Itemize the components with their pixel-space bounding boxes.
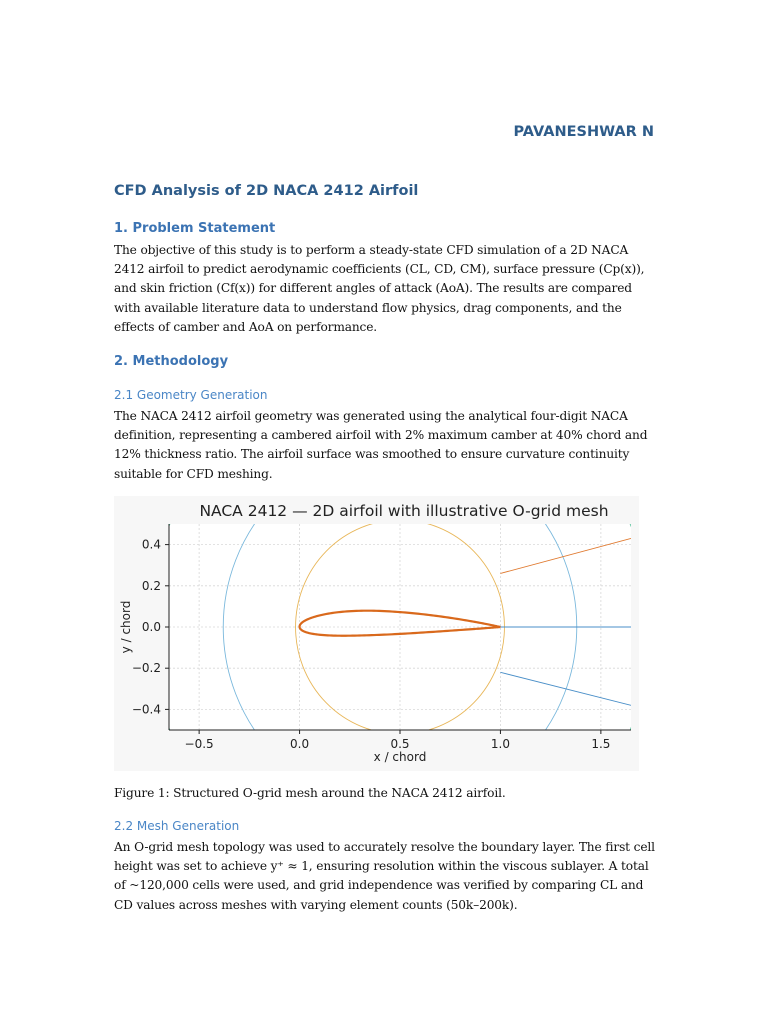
- y-tick-label: −0.2: [131, 661, 161, 676]
- y-axis-label: y / chord: [119, 600, 133, 654]
- y-tick-label: 0.4: [141, 537, 161, 552]
- airfoil-mesh-chart: [114, 496, 639, 771]
- figure-caption: Figure 1: Structured O-grid mesh around the NACA 2412 airfoil.: [114, 786, 506, 800]
- x-axis-label: x / chord: [373, 750, 427, 764]
- y-tick-label: 0.0: [141, 620, 161, 634]
- subsection-heading-geometry: 2.1 Geometry Generation: [114, 388, 268, 402]
- mesh-paragraph: An O-grid mesh topology was used to accurately resolve the boundary layer. The first cell height was set to achieve y⁺ ≈ 1, ensuring resolution within the viscous sublayer. A total of ~120,000 cells were used, and grid independence was verified by comparing CL and CD values across meshes with varying element counts (50k–200k).: [114, 840, 655, 912]
- y-tick-label: −0.4: [131, 702, 161, 717]
- y-tick-label: 0.2: [141, 578, 161, 593]
- x-tick-label: −0.5: [184, 737, 214, 751]
- author-name: PAVANESHWAR N: [513, 124, 654, 140]
- x-tick-label: 1.0: [490, 737, 510, 751]
- x-tick-label: 1.5: [591, 737, 611, 751]
- document-title: CFD Analysis of 2D NACA 2412 Airfoil: [114, 183, 419, 199]
- subsection-heading-mesh: 2.2 Mesh Generation: [114, 819, 240, 833]
- section-heading-methodology: 2. Methodology: [114, 354, 229, 369]
- airfoil-mesh-figure: [114, 496, 639, 776]
- x-tick-label: 0.5: [390, 737, 410, 751]
- x-tick-label: 0.0: [290, 737, 310, 751]
- section-heading-problem-statement: 1. Problem Statement: [114, 221, 276, 236]
- problem-statement-paragraph: The objective of this study is to perform a steady-state CFD simulation of a 2D NACA 2412 airfoil to predict aerodynamic coefficients (CL, CD, CM), surface pressure (Cp(x)), and skin friction (Cf(x)) for different angles of attack (AoA). The results are compared with available literature data to understand flow physics, drag components, and the effects of camber and AoA on performance.: [114, 243, 645, 334]
- geometry-paragraph: The NACA 2412 airfoil geometry was generated using the analytical four-digit NACA definition, representing a cambered airfoil with 2% maximum camber at 40% chord and 12% thickness ratio. The airfoil surface was smoothed to ensure curvature continuity suitable for CFD meshing.: [114, 409, 648, 481]
- chart-title: NACA 2412 — 2D airfoil with illustrative O-grid mesh: [199, 502, 609, 520]
